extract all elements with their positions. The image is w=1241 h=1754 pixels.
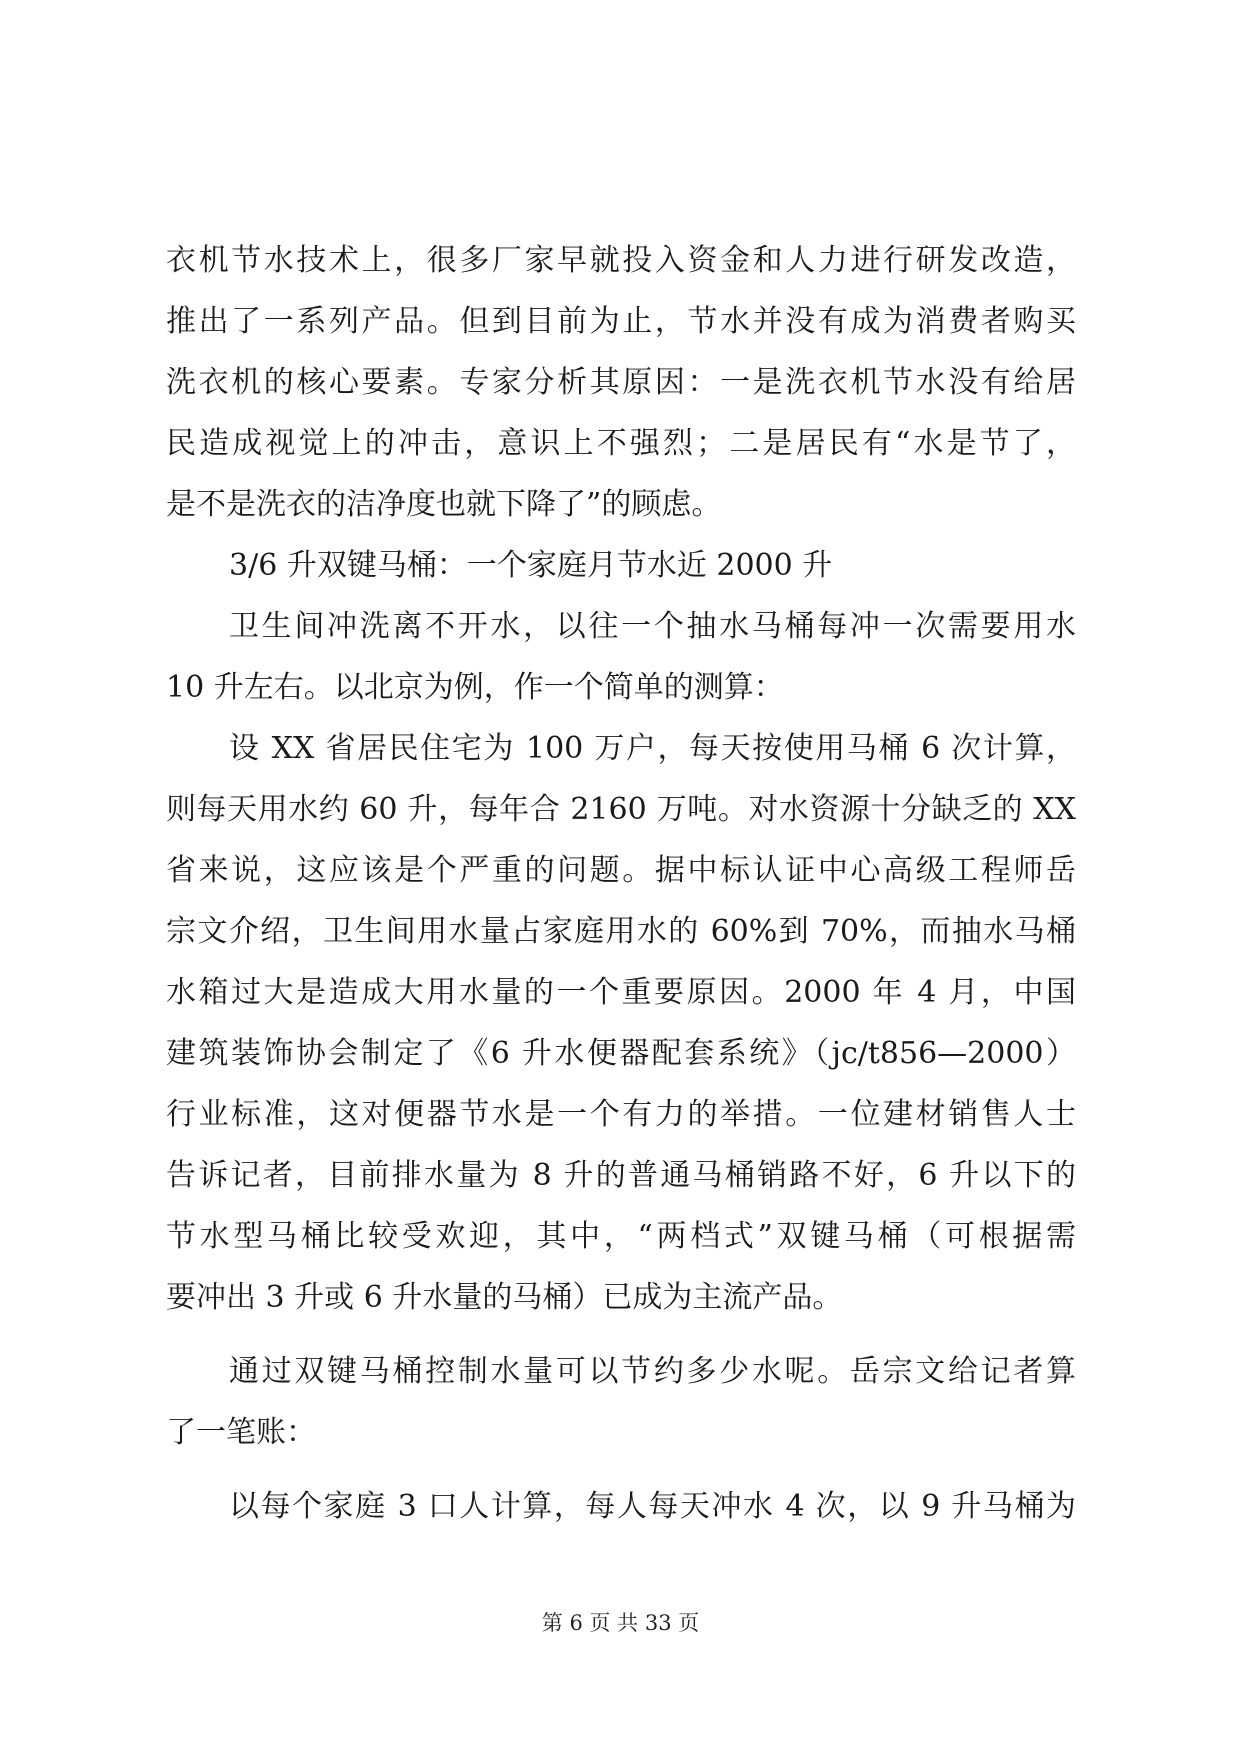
heading-line: 3/6 升双键马桶：一个家庭月节水近 2000 升 [229,548,833,583]
text-line: 设 XX 省居民住宅为 100 万户，每天按使用马桶 6 次计算， [229,731,1076,766]
text-line: 衣机节水技术上，很多厂家早就投入资金和人力进行研发改造， [166,243,1076,278]
text-line: 宗文介绍，卫生间用水量占家庭用水的 60%到 70%，而抽水马桶 [166,914,1076,949]
text-line: 以每个家庭 3 口人计算，每人每天冲水 4 次，以 9 升马桶为 [229,1489,1076,1524]
page-footer [0,1608,1241,1638]
text-line: 10 升左右。以北京为例，作一个简单的测算： [166,670,784,705]
text-line: 民造成视觉上的冲击，意识上不强烈；二是居民有“水是节了， [166,426,1076,461]
text-line: 水箱过大是造成大用水量的一个重要原因。2000 年 4 月，中国 [166,975,1076,1010]
text-line: 了一笔账： [166,1415,316,1450]
page-number: 第 6 页 共 33 页 [541,1611,700,1635]
text-line: 省来说，这应该是个严重的问题。据中标认证中心高级工程师岳 [166,853,1076,888]
paragraph [166,230,1076,535]
text-line: 行业标准，这对便器节水是一个有力的举措。一位建材销售人士 [166,1097,1076,1132]
text-line: 洗衣机的核心要素。专家分析其原因：一是洗衣机节水没有给居 [166,365,1076,400]
text-line: 节水型马桶比较受欢迎，其中，“两档式”双键马桶（可根据需 [166,1219,1076,1254]
document-body [166,230,1076,1537]
text-line: 告诉记者，目前排水量为 8 升的普通马桶销路不好，6 升以下的 [166,1158,1076,1193]
text-line: 通过双键马桶控制水量可以节约多少水呢。岳宗文给记者算 [229,1354,1076,1389]
paragraph [166,596,1076,718]
section-heading [166,535,1076,596]
text-line: 要冲出 3 升或 6 升水量的马桶）已成为主流产品。 [166,1280,843,1315]
paragraph [166,1341,1076,1463]
paragraph [166,718,1076,1328]
text-line: 推出了一系列产品。但到目前为止，节水并没有成为消费者购买 [166,304,1076,339]
text-line: 则每天用水约 60 升，每年合 2160 万吨。对水资源十分缺乏的 XX [166,792,1076,827]
text-line: 是不是洗衣的洁净度也就下降了”的顾虑。 [166,487,722,522]
text-line: 建筑装饰协会制定了《6 升水便器配套系统》（jc/t856—2000） [166,1036,1076,1071]
paragraph [166,1476,1076,1537]
text-line: 卫生间冲洗离不开水，以往一个抽水马桶每冲一次需要用水 [229,609,1076,644]
